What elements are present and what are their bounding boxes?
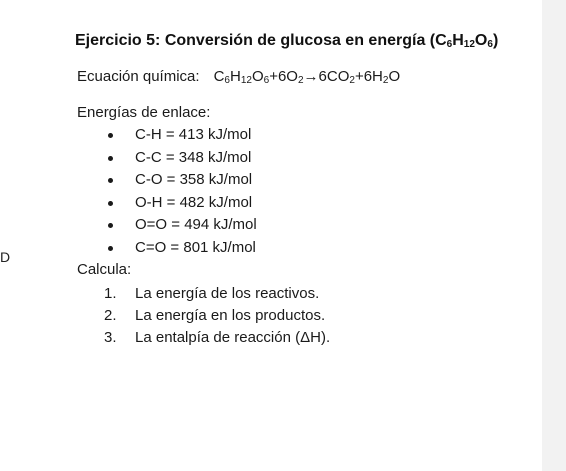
title-subscript: 6 <box>487 39 493 50</box>
page-margin <box>542 0 566 471</box>
title-text: O <box>474 32 488 49</box>
bond-energy-text: O-H = 482 kJ/mol <box>135 193 253 211</box>
eq-part: O <box>251 68 264 85</box>
item-number: 1. <box>104 285 117 302</box>
eq-subscript: 2 <box>382 75 389 86</box>
eq-subscript: 6 <box>263 75 270 86</box>
bond-energy-text: C-O = 358 kJ/mol <box>135 171 253 189</box>
exercise-title <box>75 30 498 52</box>
bullet-icon <box>108 223 113 228</box>
item-number: 2. <box>104 307 117 324</box>
eq-part: C <box>213 68 225 85</box>
eq-part: H <box>229 68 241 85</box>
bullet-icon <box>108 156 113 161</box>
bond-energy-text: O=O = 494 kJ/mol <box>135 216 257 234</box>
eq-subscript: 2 <box>297 75 304 86</box>
bond-energy-text: C=O = 801 kJ/mol <box>135 238 256 256</box>
title-subscript: 6 <box>446 39 453 50</box>
task-text: La energía en los productos. <box>135 307 326 324</box>
bullet-icon <box>108 133 113 138</box>
equation-row <box>77 66 400 88</box>
title-text: ) <box>492 32 499 49</box>
bullet-icon <box>108 178 113 183</box>
bond-energy-text: C-H = 413 kJ/mol <box>135 126 252 143</box>
title-text: Ejercicio 5: Conversión de glucosa en energía (C <box>75 32 447 49</box>
bond-energy-text: C-C = 348 kJ/mol <box>135 148 252 166</box>
title-text: H <box>452 32 464 49</box>
eq-subscript: 6 <box>224 75 230 86</box>
chemical-equation <box>214 68 401 85</box>
calculate-heading: Calcula: <box>77 261 132 278</box>
item-number: 3. <box>104 329 117 346</box>
eq-part: +6O <box>269 68 298 85</box>
eq-part: O <box>388 68 401 85</box>
title-subscript: 12 <box>463 39 475 50</box>
bond-energies-heading: Energías de enlace: <box>77 104 211 121</box>
eq-part: →6CO <box>303 68 350 85</box>
task-text: La energía de los reactivos. <box>135 285 320 302</box>
equation-label: Ecuación química: <box>77 68 200 85</box>
eq-subscript: 2 <box>349 75 355 86</box>
eq-subscript: 12 <box>240 75 252 86</box>
margin-glyph: D <box>0 249 11 265</box>
task-text: La entalpía de reacción (ΔH). <box>135 329 331 346</box>
bullet-icon <box>108 201 113 206</box>
eq-part: +6H <box>354 68 383 85</box>
bullet-icon <box>108 246 113 251</box>
